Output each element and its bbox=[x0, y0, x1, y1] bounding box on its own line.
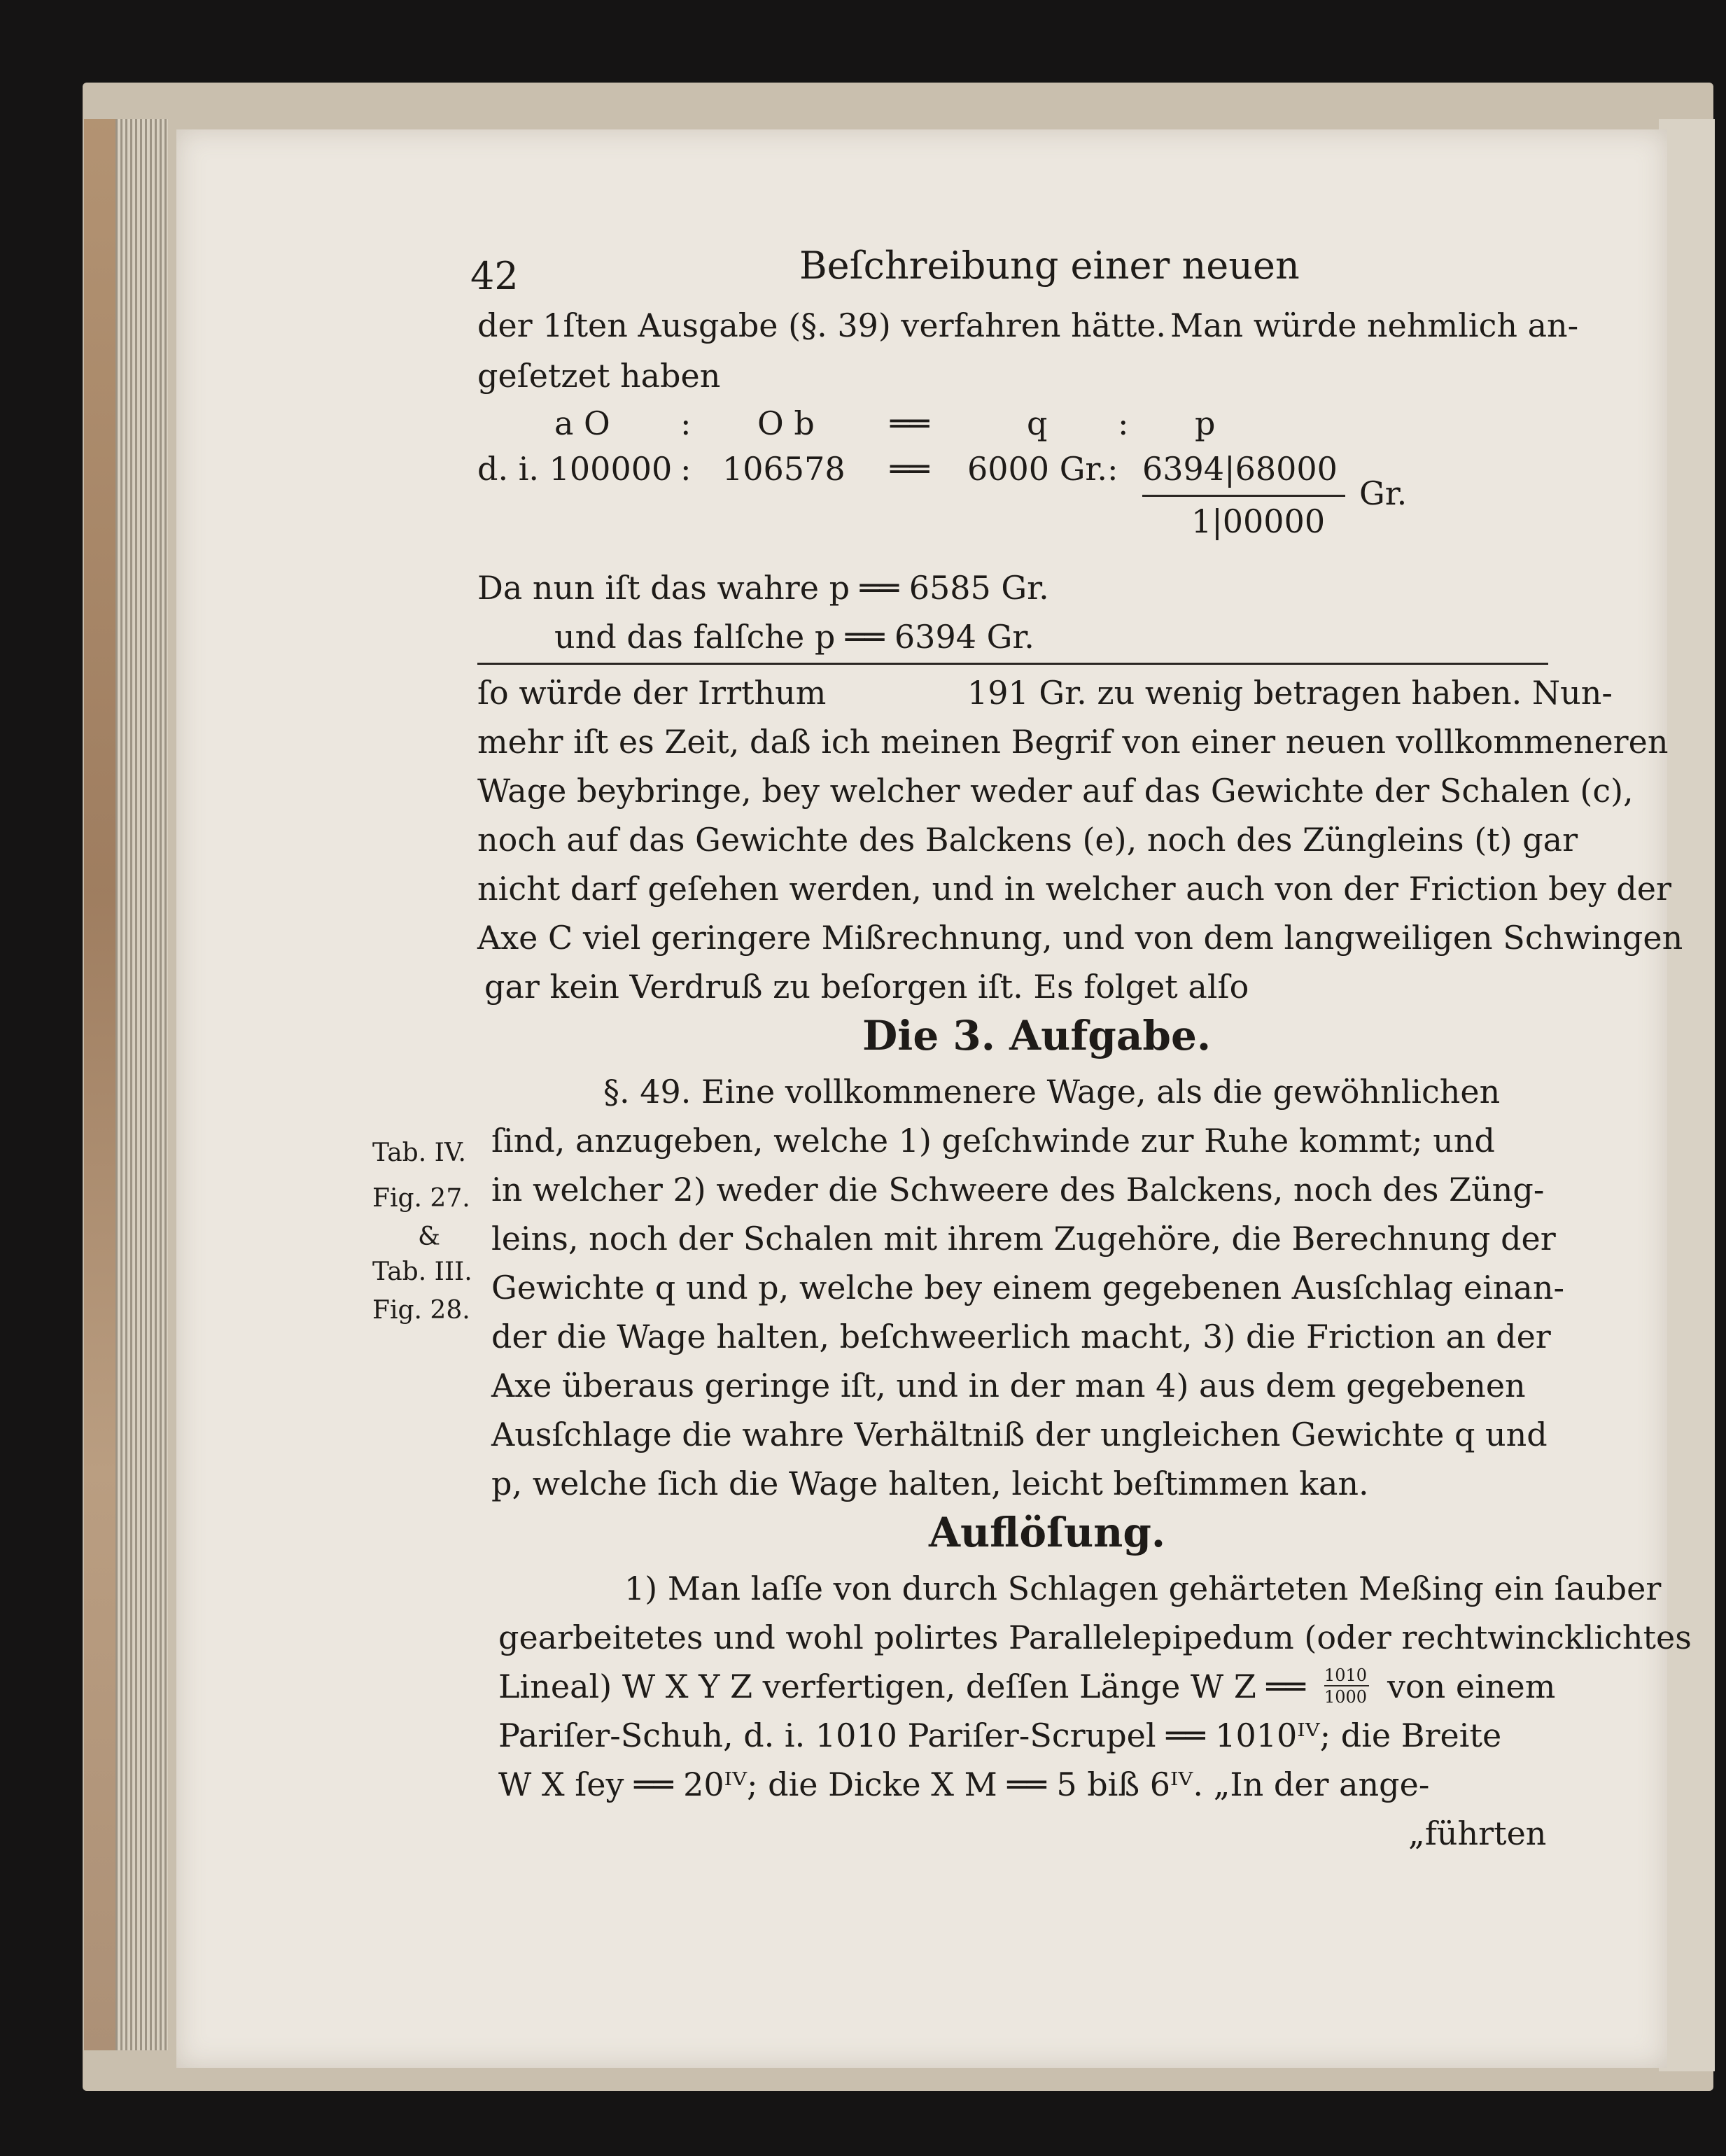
text-line: leins, noch der Schalen mit ihrem Zugehöre, die Berechnung der bbox=[491, 1220, 1556, 1257]
text-line: Gewichte q und p, welche bey einem gegebenen Ausſchlag einan- bbox=[491, 1269, 1565, 1306]
calc-denominator: 1|00000 bbox=[1191, 502, 1326, 540]
text-line: Da nun iſt das wahre p ══ 6585 Gr. bbox=[477, 569, 1049, 607]
text-line: noch auf das Gewichte des Balckens (e), noch des Züngleins (t) gar bbox=[477, 821, 1578, 859]
fraction-bar bbox=[1324, 1685, 1369, 1686]
text-line: der die Wage halten, beſchweerlich macht, 3) die Friction an der bbox=[491, 1318, 1551, 1355]
fraction-numerator: 1010 bbox=[1324, 1665, 1368, 1685]
prop-term: ══ bbox=[890, 404, 929, 442]
calc-prefix: d. i. 100000 bbox=[477, 450, 673, 488]
running-title: Beſchreibung einer neuen bbox=[799, 244, 1300, 288]
text-line: gearbeitetes und wohl polirtes Parallelepipedum (oder rechtwincklichtes bbox=[498, 1619, 1692, 1656]
text-line: Axe C viel geringere Mißrechnung, und von dem langweiligen Schwingen bbox=[477, 919, 1683, 957]
section-title: Die 3. Aufgabe. bbox=[862, 1012, 1212, 1059]
prop-term: O b bbox=[757, 404, 815, 442]
text-line: geſetzet haben bbox=[477, 357, 721, 395]
text-line: gar kein Verdruß zu beſorgen iſt. Es folget alſo bbox=[484, 968, 1249, 1006]
sum-rule bbox=[477, 663, 1548, 665]
text-line: 191 Gr. zu wenig betragen haben. Nun- bbox=[967, 674, 1613, 712]
text-line: ſo würde der Irrthum bbox=[477, 674, 827, 712]
text-line: Axe überaus geringe iſt, und in der man 4) aus dem gegebenen bbox=[491, 1367, 1526, 1404]
text-line: §. 49. Eine vollkommenere Wage, als die gewöhnlichen bbox=[603, 1073, 1501, 1111]
text-line: Lineal) W X Y Z verfertigen, deſſen Länge W Z ══ bbox=[498, 1668, 1305, 1705]
margin-note: & bbox=[418, 1223, 441, 1251]
text-line: der 1ſten Ausgabe (§. 39) verfahren hätte. bbox=[477, 307, 1167, 344]
book-page bbox=[176, 129, 1692, 2068]
text-line: Wage beybringe, bey welcher weder auf das Gewichte der Schalen (c), bbox=[477, 772, 1634, 810]
text-line: in welcher 2) weder die Schweere des Balckens, noch des Züng- bbox=[491, 1171, 1545, 1209]
prop-term: : bbox=[1118, 404, 1129, 442]
calc-grain: 6000 Gr.: bbox=[967, 450, 1118, 488]
prop-term: : bbox=[680, 404, 692, 442]
text-line: und das falſche p ══ 6394 Gr. bbox=[554, 618, 1034, 656]
margin-note: Fig. 27. bbox=[372, 1184, 470, 1213]
page-edges bbox=[115, 119, 168, 2050]
facing-page-edge bbox=[1659, 119, 1715, 2071]
page-number: 42 bbox=[470, 254, 519, 298]
text-line: Ausſchlage die wahre Verhältniß der ungleichen Gewichte q und bbox=[491, 1416, 1548, 1453]
prop-term: a O bbox=[554, 404, 610, 442]
text-line: 1) Man laſſe von durch Schlagen gehärteten Meßing ein ſauber bbox=[624, 1570, 1662, 1607]
prop-term: q bbox=[1027, 404, 1048, 442]
margin-note: Fig. 28. bbox=[372, 1296, 470, 1325]
text-line: ſind, anzugeben, welche 1) geſchwinde zur Ruhe kommt; und bbox=[491, 1122, 1495, 1160]
fraction-bar bbox=[1142, 495, 1345, 497]
text-line: Man würde nehmlich an- bbox=[1170, 307, 1579, 344]
prop-term: p bbox=[1195, 404, 1216, 442]
text-line: p, welche ſich die Wage halten, leicht beſtimmen kan. bbox=[491, 1465, 1369, 1502]
margin-note: Tab. III. bbox=[372, 1257, 472, 1286]
text-line: mehr iſt es Zeit, daß ich meinen Begrif von einer neuen vollkommeneren bbox=[477, 723, 1669, 761]
text-line: von einem bbox=[1387, 1668, 1556, 1705]
text-line: Pariſer-Schuh, d. i. 1010 Pariſer-Scrupel ══ 1010ᴵⱽ; die Breite bbox=[498, 1717, 1502, 1754]
solution-title: Auflöſung. bbox=[929, 1509, 1166, 1556]
margin-note: Tab. IV. bbox=[372, 1139, 466, 1167]
calc-unit: Gr. bbox=[1359, 474, 1408, 512]
calc-colon: : bbox=[680, 450, 692, 488]
calc-equals: ══ bbox=[890, 450, 929, 488]
text-line: nicht darf geſehen werden, und in welcher auch von der Friction bey der bbox=[477, 870, 1672, 908]
calc-value: 106578 bbox=[722, 450, 846, 488]
text-line: W X ſey ══ 20ᴵⱽ; die Dicke X M ══ 5 biß 6ᴵⱽ. „In der ange- bbox=[498, 1766, 1430, 1803]
fraction-denominator: 1000 bbox=[1324, 1687, 1368, 1707]
calc-numerator: 6394|68000 bbox=[1142, 450, 1338, 488]
catchword: „führten bbox=[1408, 1815, 1547, 1852]
